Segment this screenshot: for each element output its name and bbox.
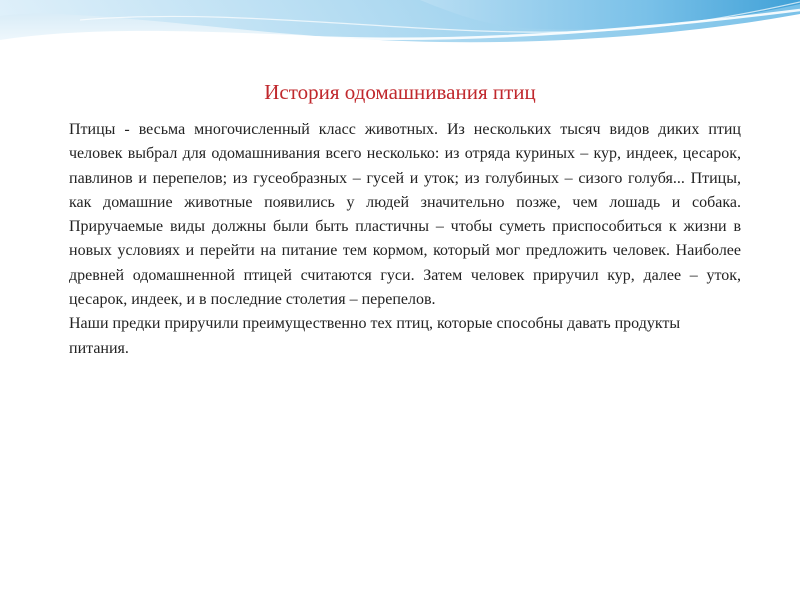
decorative-wave-header [0,0,800,80]
body-paragraph: Наши предки приручили преимущественно тех птиц, которые способны давать продукты питания. [69,315,681,357]
body-paragraph: Птицы - весьма многочисленный класс животных. Из нескольких тысяч видов диких птиц человек выбрал для одомашнивания всего несколько: из отряда куриных – кур, индеек, цесарок, павлинов и перепелов; из гусеобразных – гусей и уток; из голубиных – сизого голубя... Птицы, как домашние животные появились у людей значительно позже, чем лошадь и собака. Приручаемые виды должны были быть пластичны – чтобы суметь приспособиться к жизни в новых условиях и перейти на питание тем кормом, который мог предложить человек. Наиболее древней одомашненной птицей считаются гуси. Затем человек приручил кур, далее – уток, цесарок, индеек, и в последние столетия – перепелов. [69,121,741,309]
slide-body [69,118,741,361]
slide-title: История одомашнивания птиц [264,80,536,104]
